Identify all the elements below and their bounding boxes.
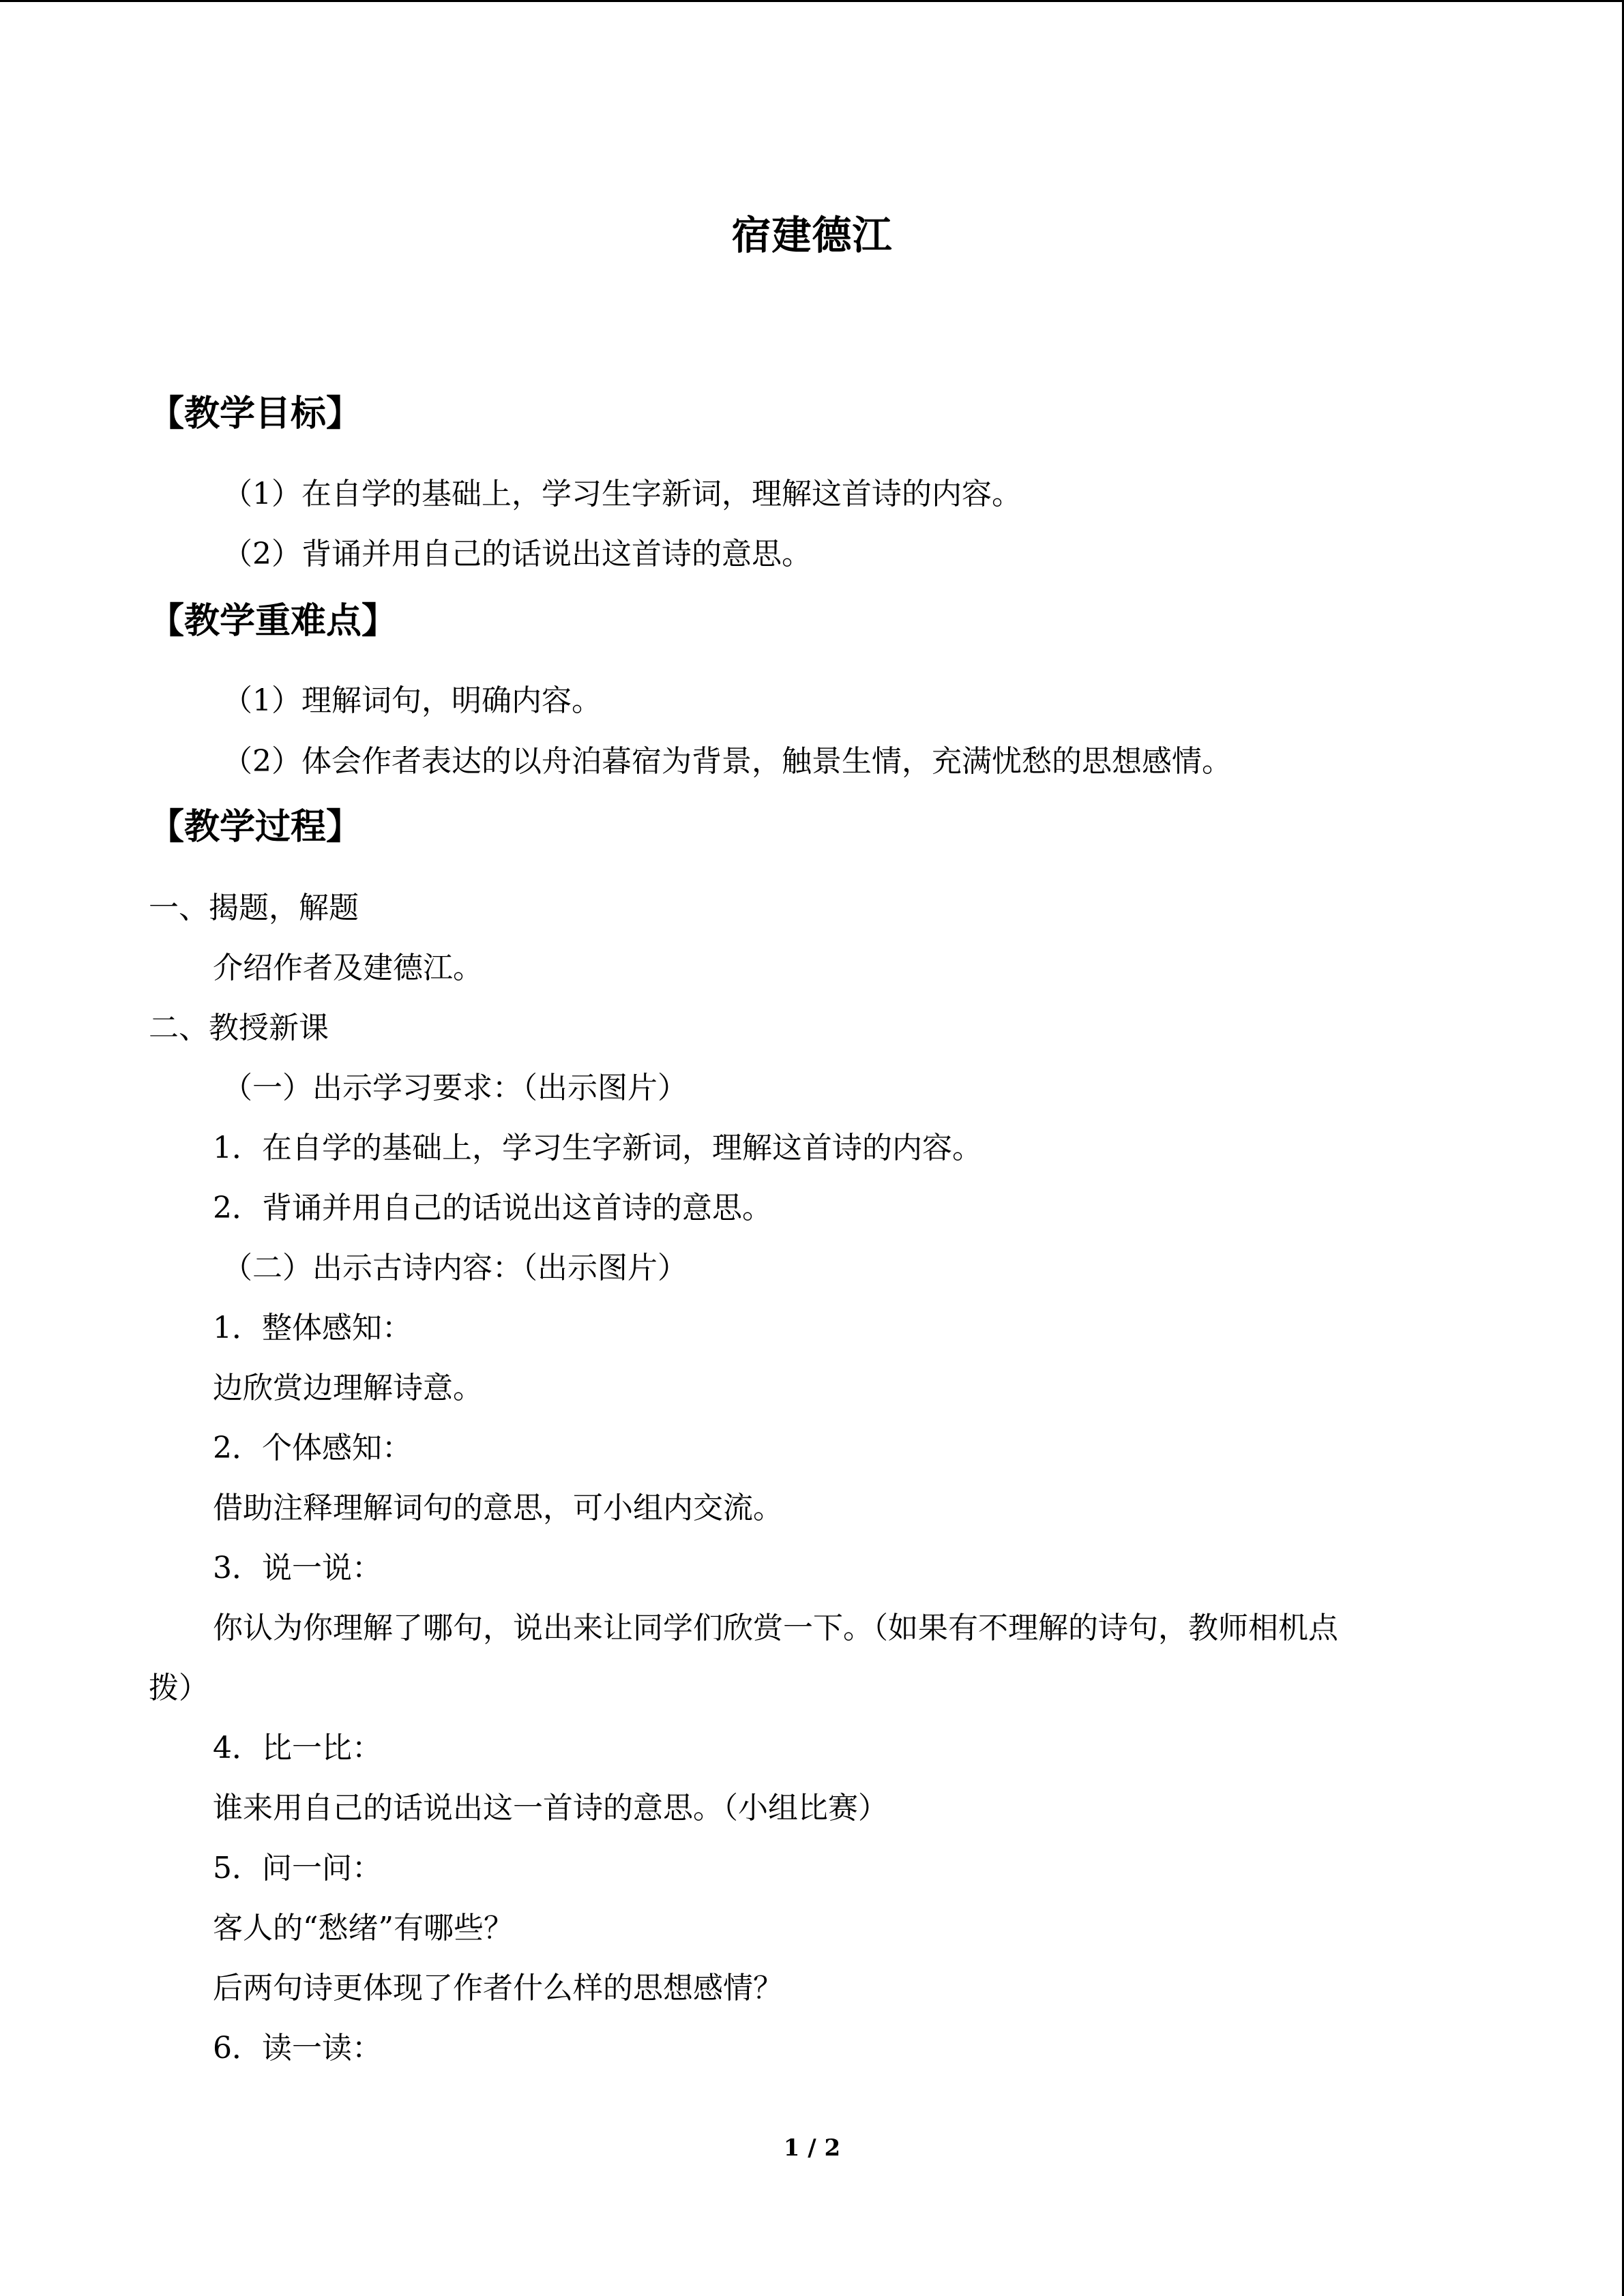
- process-line: 二、教授新课: [149, 1011, 329, 1045]
- process-line: 2．背诵并用自己的话说出这首诗的意思。: [213, 1191, 772, 1225]
- process-line: 6．读一读：: [213, 2031, 382, 2066]
- process-line: 介绍作者及建德江。: [213, 951, 483, 985]
- section-heading-goals: 【教学目标】: [149, 393, 362, 434]
- key-point-item-1: （1）理解词句，明确内容。: [222, 683, 602, 718]
- section-heading-key-points: 【教学重难点】: [149, 600, 398, 642]
- process-line: 你认为你理解了哪句，说出来让同学们欣赏一下。（如果有不理解的诗句，教师相机点: [213, 1611, 1338, 1645]
- process-line: 借助注释理解词句的意思，可小组内交流。: [213, 1491, 783, 1525]
- process-line: 谁来用自己的话说出这一首诗的意思。（小组比赛）: [213, 1791, 888, 1825]
- process-line: 后两句诗更体现了作者什么样的思想感情？: [213, 1971, 783, 2006]
- goal-item-2: （2）背诵并用自己的话说出这首诗的意思。: [222, 537, 812, 571]
- process-line: 边欣赏边理解诗意。: [213, 1371, 483, 1405]
- process-line: 5．问一问：: [213, 1851, 382, 1885]
- goal-item-1: （1）在自学的基础上，学习生字新词，理解这首诗的内容。: [222, 477, 1022, 511]
- key-point-item-2: （2）体会作者表达的以舟泊暮宿为背景，触景生情，充满忧愁的思想感情。: [222, 744, 1232, 779]
- process-line: 2．个体感知：: [213, 1431, 412, 1465]
- process-line: 4．比一比：: [213, 1731, 382, 1765]
- document-title: 宿建德江: [731, 212, 893, 258]
- process-line: 1．在自学的基础上，学习生字新词，理解这首诗的内容。: [213, 1131, 982, 1165]
- process-line: （二）出示古诗内容：（出示图片）: [222, 1251, 688, 1285]
- process-line: 客人的“愁绪”有哪些？: [213, 1911, 514, 1945]
- process-line: （一）出示学习要求：（出示图片）: [222, 1071, 688, 1105]
- process-line: 拨）: [149, 1671, 209, 1705]
- page-number: 1 / 2: [783, 2134, 841, 2162]
- process-line: 1．整体感知：: [213, 1311, 412, 1345]
- process-line: 一、揭题，解题: [149, 891, 359, 925]
- section-heading-process: 【教学过程】: [149, 806, 362, 848]
- process-line: 3．说一说：: [213, 1551, 382, 1585]
